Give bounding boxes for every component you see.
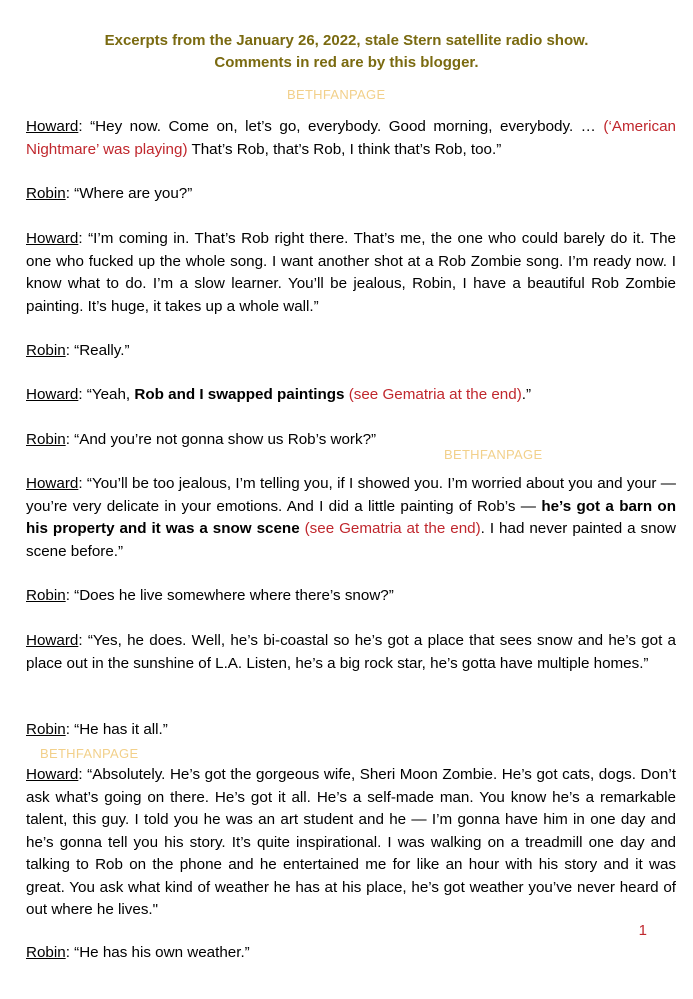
paragraph-robin-6: Robin: “He has his own weather.”: [26, 944, 250, 961]
speaker-robin: Robin: [26, 342, 66, 359]
paragraph-howard-2: Howard: “I’m coming in. That’s Rob right there. That’s me, the one who could barely do it. The one who fucked up the whole song. I want another shot at a Rob Zombie song. I’m ready now. I know what to do. I’m a slow learner. You’ll be jealous, Robin, I have a beautiful Rob Zombie painting. It’s huge, it takes up a whole wall.”: [26, 230, 676, 315]
paragraph-robin-3: Robin: “And you’re not gonna show us Rob’s work?”: [26, 431, 377, 448]
speaker-robin: Robin: [26, 431, 66, 448]
speaker-howard: Howard: [26, 118, 79, 135]
speaker-howard: Howard: [26, 230, 79, 247]
paragraph-robin-2: Robin: “Really.”: [26, 342, 130, 359]
paragraph-howard-6: Howard: “Absolutely. He’s got the gorgeous wife, Sheri Moon Zombie. He’s got cats, dogs. Don’t ask what’s going on there. He’s got it all. He’s a self-made man. You know he’s a remarkable talent, this guy. I told you he was an art student and he — I’m gonna have him in one day and he’s gonna tell you his story. It’s quite inspirational. I was walking on a treadmill one day and talking to Rob on the phone and he entertained me for like an hour with his story and it was great. You ask what kind of weather he has at his place, he’s got weather you’ve never heard of out where he lives.": [26, 766, 676, 918]
blogger-comment: (‘American Nightmare’ was playing): [26, 118, 676, 158]
watermark-2: BETHFANPAGE: [444, 447, 543, 462]
speaker-robin: Robin: [26, 944, 66, 961]
speaker-robin: Robin: [26, 587, 66, 604]
paragraph-robin-5: Robin: “He has it all.”: [26, 721, 168, 738]
paragraph-howard-4: Howard: “You’ll be too jealous, I’m telling you, if I showed you. I’m worried about you and your — you’re very delicate in your emotions. And I did a little painting of Rob’s — he’s got a barn on his property and it was a snow scene (see Gematria at the end). I had never painted a snow scene before.”: [26, 475, 676, 560]
speaker-howard: Howard: [26, 766, 79, 783]
speaker-howard: Howard: [26, 386, 79, 403]
paragraph-robin-1: Robin: “Where are you?”: [26, 185, 193, 202]
header-line-1: Excerpts from the January 26, 2022, stale Stern satellite radio show.: [104, 32, 589, 49]
paragraph-howard-1: Howard: “Hey now. Come on, let’s go, everybody. Good morning, everybody. … (‘American Nightmare’ was playing) That’s Rob, that’s Rob, I think that’s Rob, too.”: [26, 118, 676, 158]
page-number: 1: [638, 922, 647, 939]
paragraph-robin-4: Robin: “Does he live somewhere where there’s snow?”: [26, 587, 394, 604]
speaker-howard: Howard: [26, 632, 79, 649]
speaker-robin: Robin: [26, 721, 66, 738]
bold-phrase: Rob and I swapped paintings: [134, 386, 345, 403]
document-header: [0, 30, 693, 74]
watermark-3: BETHFANPAGE: [40, 746, 139, 761]
speaker-howard: Howard: [26, 475, 79, 492]
bold-phrase: he’s got a barn on his property and it was a snow scene: [26, 497, 676, 537]
watermark-1: BETHFANPAGE: [287, 87, 386, 102]
blogger-comment: (see Gematria at the end): [299, 520, 481, 537]
paragraph-howard-5: Howard: “Yes, he does. Well, he’s bi-coastal so he’s got a place that sees snow and he’s got a place out in the sunshine of L.A. Listen, he’s a big rock star, he’s gotta have multiple homes.”: [26, 632, 676, 672]
blogger-comment: (see Gematria at the end): [344, 386, 522, 403]
speaker-robin: Robin: [26, 185, 66, 202]
paragraph-howard-3: Howard: “Yeah, Rob and I swapped paintings (see Gematria at the end).”: [26, 386, 532, 403]
header-line-2: Comments in red are by this blogger.: [214, 54, 479, 71]
